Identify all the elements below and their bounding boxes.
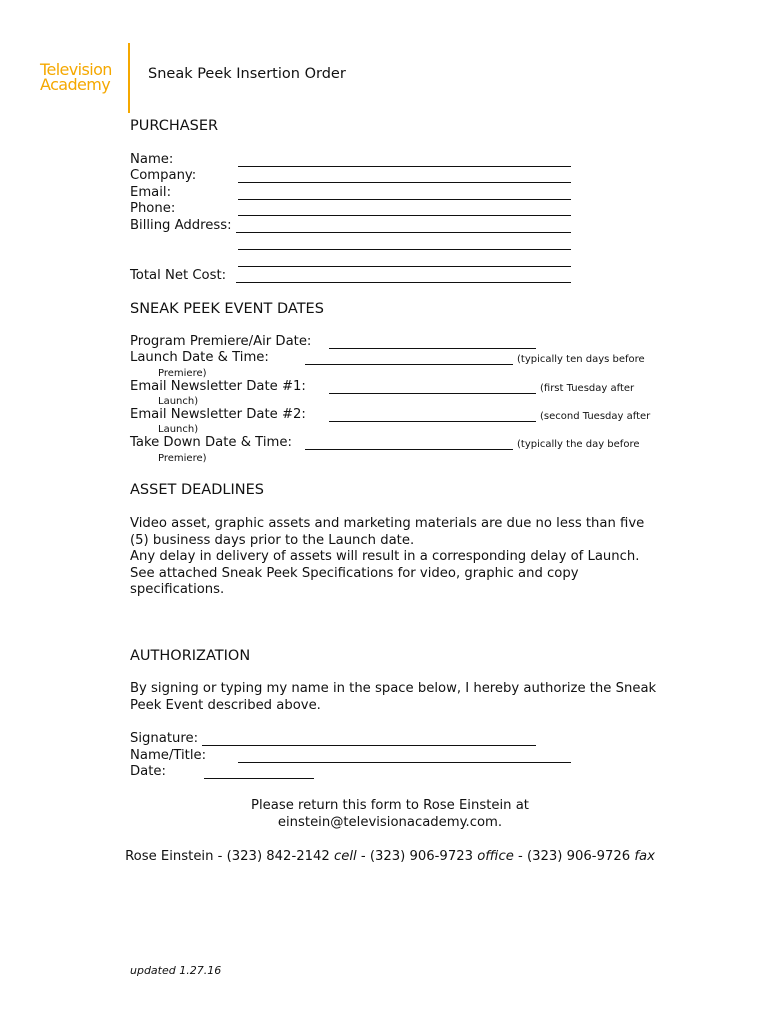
asset-deadlines-heading: ASSET DEADLINES: [130, 482, 264, 498]
phone-field[interactable]: [238, 215, 571, 216]
billing-address-label: Billing Address:: [130, 218, 232, 233]
launch-date-note-cont: Premiere): [158, 368, 207, 379]
asset-paragraph-1: Video asset, graphic assets and marketing materials are due no less than five (5) business days prior to the Launch date.: [130, 516, 645, 548]
cell-label: cell: [333, 849, 357, 864]
fax-label: fax: [634, 849, 655, 864]
launch-date-label: Launch Date & Time:: [130, 350, 269, 365]
contact-name: Rose Einstein: [125, 849, 214, 864]
updated-date: updated 1.27.16: [130, 964, 222, 977]
name-field[interactable]: [238, 166, 571, 167]
fax-number: (323) 906-9726: [526, 849, 631, 864]
return-line-1: Please return this form to Rose Einstein at: [251, 798, 529, 813]
document-title: Sneak Peek Insertion Order: [148, 66, 346, 82]
newsletter-1-label: Email Newsletter Date #1:: [130, 379, 306, 394]
contact-info: Rose Einstein - (323) 842-2142 cell - (323) 906-9723 office - (323) 906-9726 fax: [125, 849, 655, 864]
billing-address-field-1[interactable]: [236, 232, 571, 233]
takedown-date-note: (typically the day before: [517, 439, 640, 450]
signature-label: Signature:: [130, 731, 199, 746]
television-academy-logo: [40, 62, 112, 92]
launch-date-note: (typically ten days before: [517, 354, 645, 365]
asset-deadlines-text: [130, 516, 660, 599]
newsletter-2-note-cont: Launch): [158, 424, 199, 435]
return-email: einstein@televisionacademy.com.: [277, 815, 503, 830]
takedown-date-field[interactable]: [305, 449, 513, 450]
purchaser-heading: PURCHASER: [130, 118, 219, 134]
email-field[interactable]: [238, 199, 571, 200]
name-title-field[interactable]: [238, 762, 571, 763]
logo-line-1: Television: [40, 60, 112, 79]
billing-address-field-3[interactable]: [238, 266, 571, 267]
logo-divider: [128, 43, 130, 113]
newsletter-1-note: (first Tuesday after: [540, 383, 635, 394]
company-field[interactable]: [238, 182, 571, 183]
name-label: Name:: [130, 152, 174, 167]
office-number: (323) 906-9723: [369, 849, 473, 864]
premiere-date-label: Program Premiere/Air Date:: [130, 334, 312, 349]
company-label: Company:: [130, 168, 197, 183]
authorization-heading: AUTHORIZATION: [130, 648, 251, 664]
name-title-label: Name/Title:: [130, 748, 207, 763]
billing-address-field-2[interactable]: [238, 249, 571, 250]
cell-number: (323) 842-2142: [226, 849, 330, 864]
date-field[interactable]: [204, 778, 314, 779]
launch-date-field[interactable]: [305, 364, 513, 365]
newsletter-2-field[interactable]: [329, 421, 536, 422]
date-label: Date:: [130, 764, 166, 779]
office-label: office: [477, 849, 514, 864]
total-net-cost-field[interactable]: [236, 282, 571, 283]
newsletter-1-field[interactable]: [329, 393, 536, 394]
signature-field[interactable]: [202, 745, 536, 746]
premiere-date-field[interactable]: [329, 348, 536, 349]
email-label: Email:: [130, 185, 172, 200]
authorization-text: By signing or typing my name in the space below, I hereby authorize the Sneak Peek Event described above.: [130, 681, 657, 713]
newsletter-2-note: (second Tuesday after: [540, 411, 651, 422]
asset-paragraph-2: Any delay in delivery of assets will result in a corresponding delay of Launch.: [130, 549, 640, 565]
return-instructions: [120, 797, 660, 831]
total-net-cost-label: Total Net Cost:: [130, 268, 227, 283]
event-dates-heading: SNEAK PEEK EVENT DATES: [130, 301, 324, 317]
asset-paragraph-3: See attached Sneak Peek Specifications for video, graphic and copy specifications.: [130, 565, 579, 598]
takedown-date-label: Take Down Date & Time:: [130, 435, 292, 450]
newsletter-2-label: Email Newsletter Date #2:: [130, 407, 306, 422]
newsletter-1-note-cont: Launch): [158, 396, 199, 407]
logo-line-2: Academy: [40, 75, 111, 94]
phone-label: Phone:: [130, 201, 176, 216]
takedown-date-note-cont: Premiere): [158, 453, 207, 464]
